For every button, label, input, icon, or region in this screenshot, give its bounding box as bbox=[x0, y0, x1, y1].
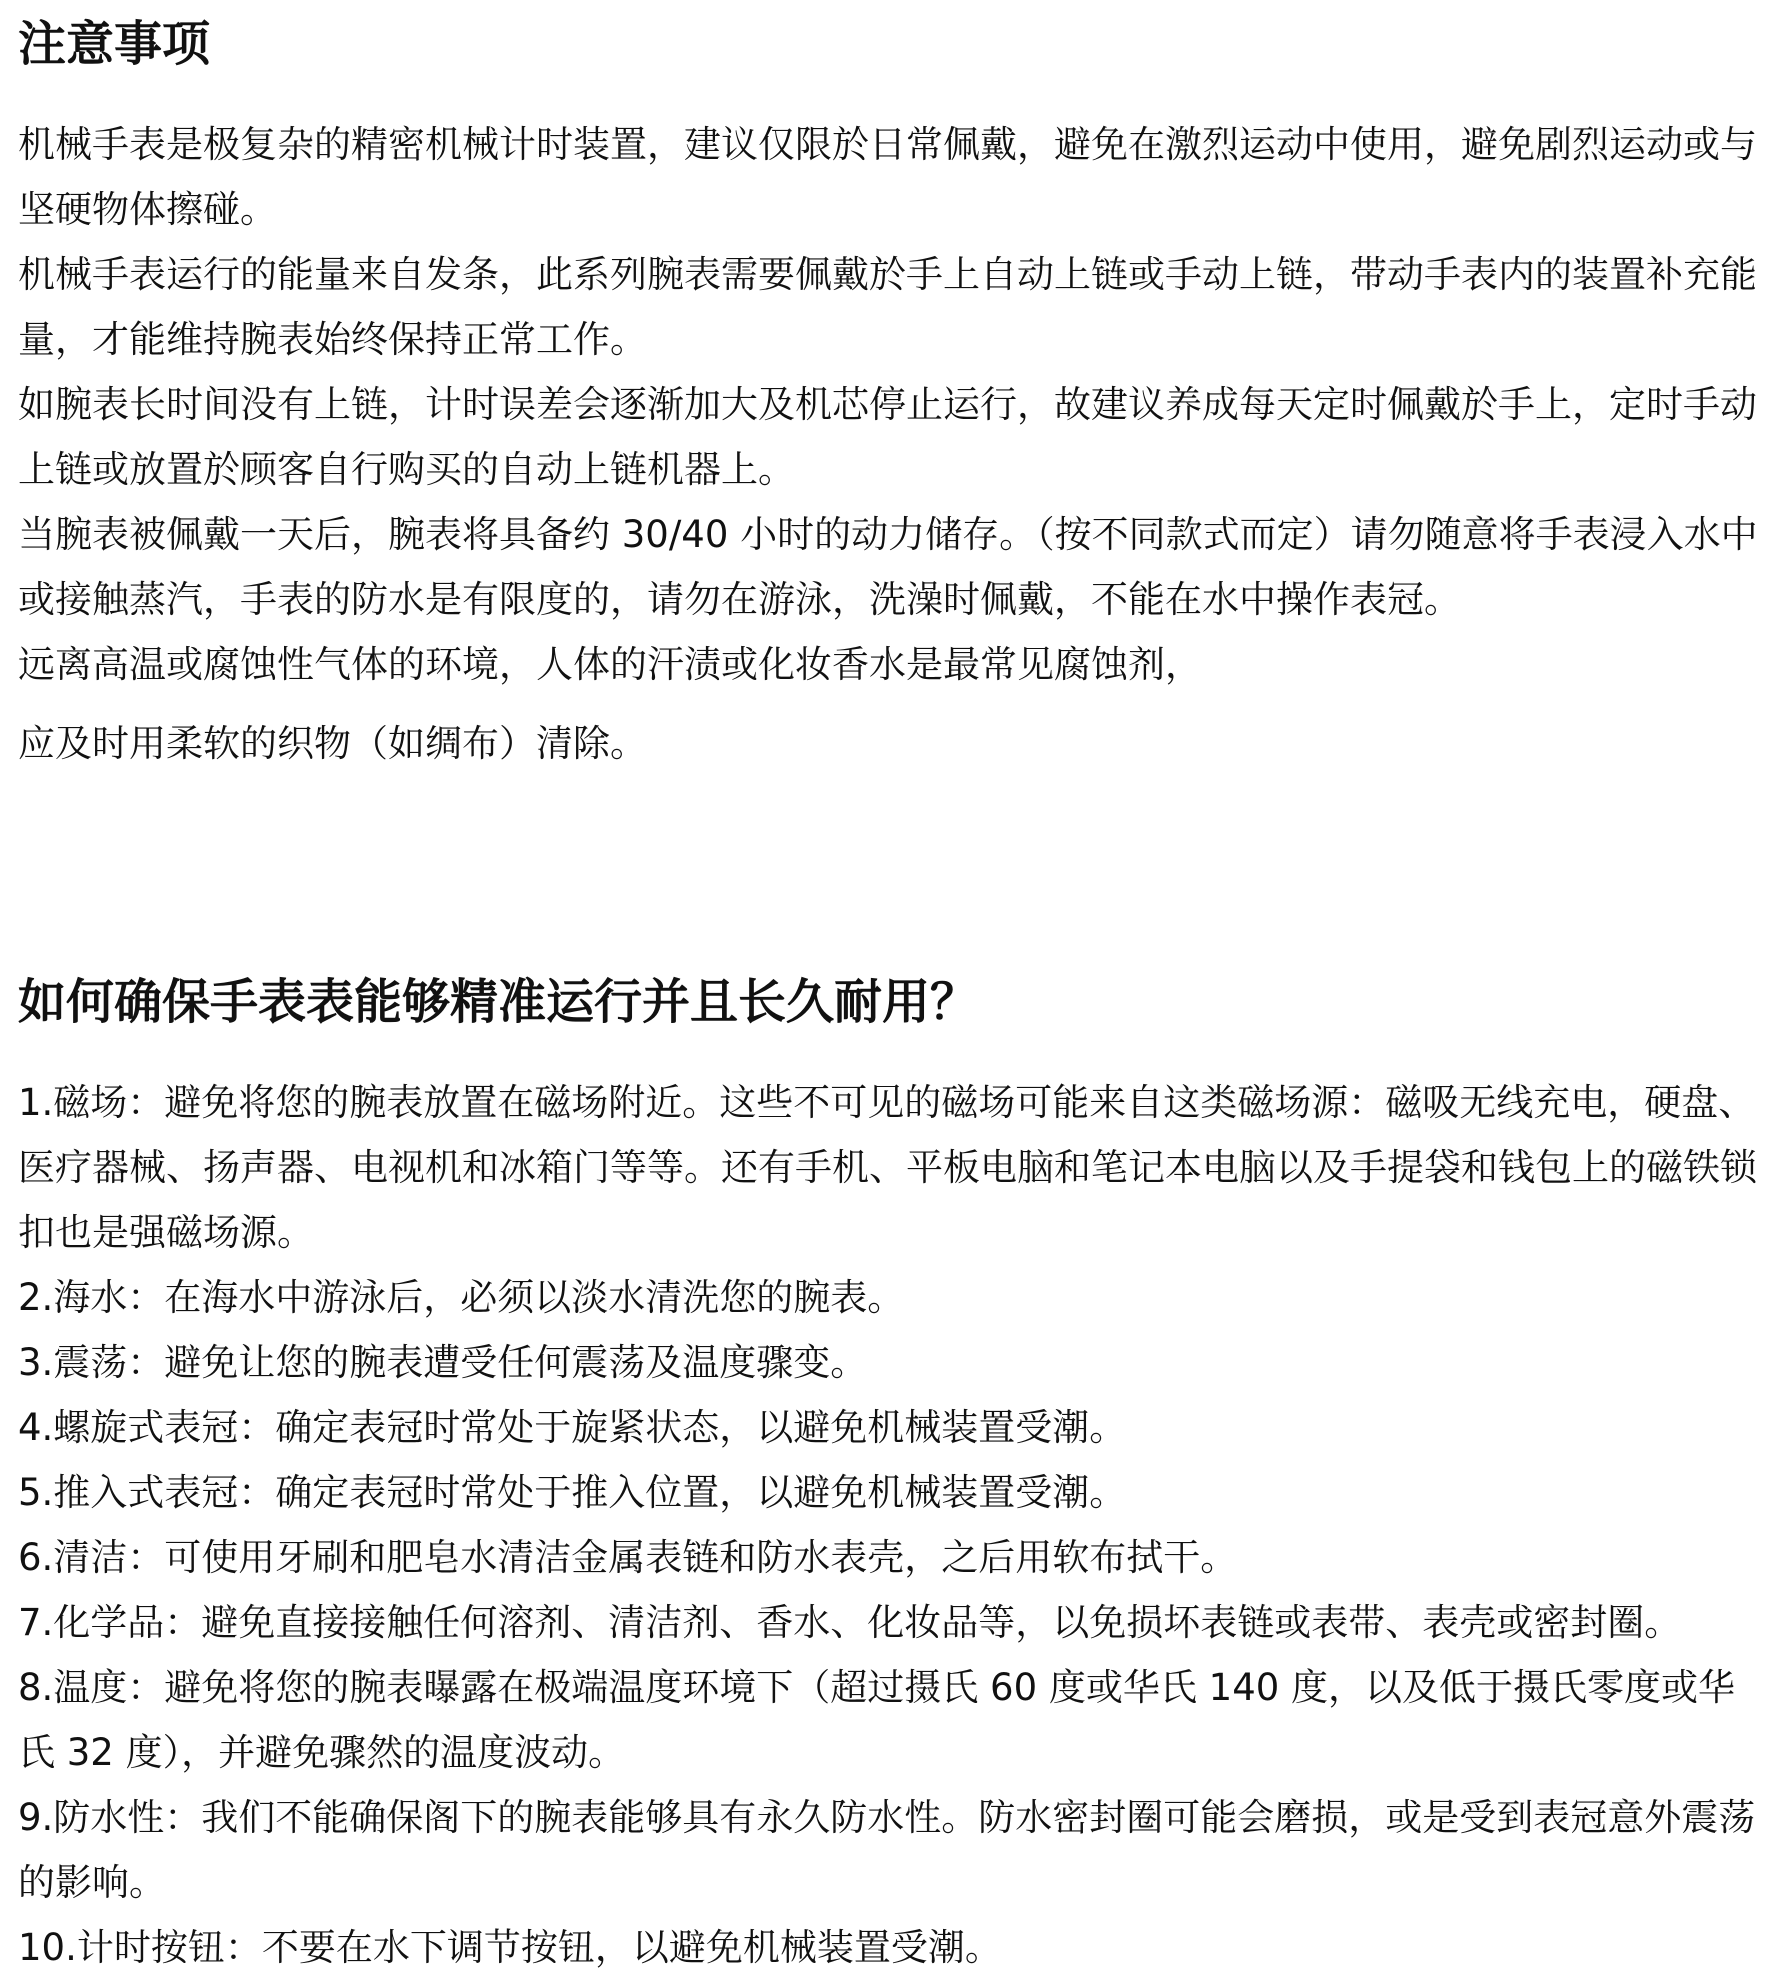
care-tips-title: 如何确保手表表能够精准运行并且长久耐用？ bbox=[18, 974, 979, 1030]
precautions-body bbox=[18, 112, 1767, 776]
precautions-paragraph: 机械手表运行的能量来自发条，此系列腕表需要佩戴於手上自动上链或手动上链，带动手表内的装置补充能量，才能维持腕表始终保持正常工作。 bbox=[18, 253, 1757, 361]
precautions-section bbox=[18, 0, 1767, 776]
precautions-paragraph: 远离高温或腐蚀性气体的环境，人体的汗渍或化妆香水是最常见腐蚀剂， bbox=[18, 643, 1202, 686]
care-tip-item: 10.计时按钮：不要在水下调节按钮，以避免机械装置受潮。 bbox=[18, 1926, 1002, 1969]
precautions-paragraph: 当腕表被佩戴一天后，腕表将具备约 30/40 小时的动力储存。（按不同款式而定）请勿随意将手表浸入水中或接触蒸汽，手表的防水是有限度的，请勿在游泳，洗澡时佩戴，不能在水中操作表冠。 bbox=[18, 513, 1758, 621]
precautions-title: 注意事项 bbox=[18, 16, 211, 72]
care-tip-item: 8.温度：避免将您的腕表曝露在极端温度环境下（超过摄氏 60 度或华氏 140 度，以及低于摄氏零度或华氏 32 度），并避免骤然的温度波动。 bbox=[18, 1666, 1736, 1774]
care-tip-item: 5.推入式表冠：确定表冠时常处于推入位置，以避免机械装置受潮。 bbox=[18, 1471, 1127, 1514]
care-tip-item: 6.清洁：可使用牙刷和肥皂水清洁金属表链和防水表壳，之后用软布拭干。 bbox=[18, 1536, 1238, 1579]
care-tips-list bbox=[18, 1070, 1767, 1980]
care-tips-section bbox=[18, 972, 1767, 1980]
precautions-paragraph: 如腕表长时间没有上链，计时误差会逐渐加大及机芯停止运行，故建议养成每天定时佩戴於手上，定时手动上链或放置於顾客自行购买的自动上链机器上。 bbox=[18, 383, 1757, 491]
care-tip-item: 7.化学品：避免直接接触任何溶剂、清洁剂、香水、化妆品等，以免损坏表链或表带、表壳或密封圈。 bbox=[18, 1601, 1682, 1644]
precautions-paragraph: 机械手表是极复杂的精密机械计时装置，建议仅限於日常佩戴，避免在激烈运动中使用，避免剧烈运动或与坚硬物体擦碰。 bbox=[18, 123, 1757, 231]
precautions-paragraph: 应及时用柔软的织物（如绸布）清除。 bbox=[18, 722, 647, 765]
care-tip-item: 3.震荡：避免让您的腕表遭受任何震荡及温度骤变。 bbox=[18, 1341, 868, 1384]
care-tip-item: 1.磁场：避免将您的腕表放置在磁场附近。这些不可见的磁场可能来自这类磁场源：磁吸无线充电，硬盘、医疗器械、扬声器、电视机和冰箱门等等。还有手机、平板电脑和笔记本电脑以及手提袋和钱包上的磁铁锁扣也是强磁场源。 bbox=[18, 1081, 1757, 1254]
care-tip-item: 2.海水：在海水中游泳后，必须以淡水清洗您的腕表。 bbox=[18, 1276, 905, 1319]
care-tip-item: 4.螺旋式表冠：确定表冠时常处于旋紧状态，以避免机械装置受潮。 bbox=[18, 1406, 1127, 1449]
care-tip-item: 9.防水性：我们不能确保阁下的腕表能够具有永久防水性。防水密封圈可能会磨损，或是受到表冠意外震荡的影响。 bbox=[18, 1796, 1756, 1904]
